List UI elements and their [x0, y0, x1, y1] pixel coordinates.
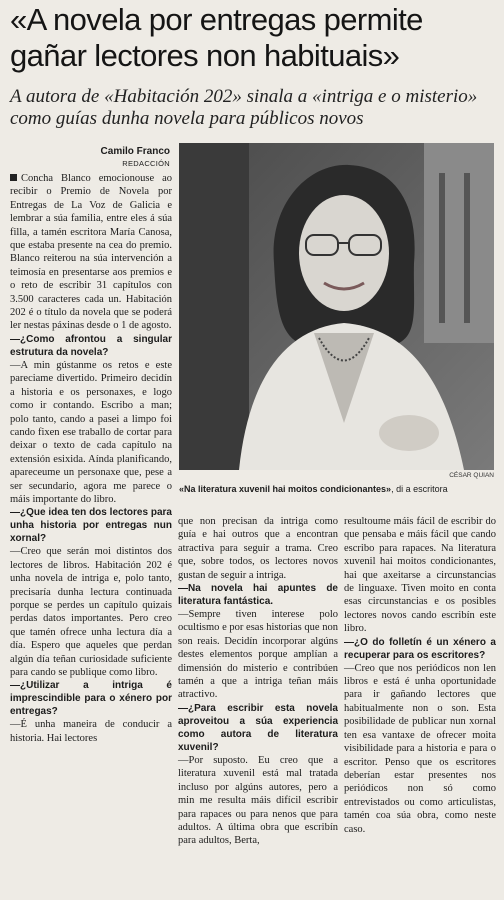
question: —¿Para escribir esta novela aproveitou a súa experiencia como autora de literatura xuvenil? [178, 702, 338, 753]
answer: —Por suposto. Eu creo que a literatura xuvenil está mal tratada incluso por algúns autores, pero a min me resulta máis difícil escribir para rapaces ou para nenos que para adultos. A última obra que escribín para adultos, Berta, [178, 754, 338, 847]
byline-desk: REDACCIÓN [122, 159, 170, 168]
author-portrait-illustration [179, 143, 494, 470]
article-column-3 [344, 515, 496, 836]
answer: —É unha maneira de conducir a historia. Hai lectores [10, 719, 172, 744]
answer: —Sempre tiven interese polo ocultismo e por esas historias que non son reais. Decidín incorporar algúns destes elementos porque amplían a dimensión do misterio e contribúen tamén a que a intriga teñan máis atractivo. [178, 609, 338, 701]
photo-caption [179, 483, 494, 495]
subtitle: A autora de «Habitación 202» sinala a «intriga e o misterio» como guías dunha novela para públicos novos [10, 86, 478, 129]
question: —¿Como afrontou a singular estrutura da novela? [10, 333, 172, 358]
lead-paragraph [10, 172, 172, 333]
caption-quote: «Na literatura xuvenil hai moitos condicionantes» [179, 484, 392, 494]
article-column-2 [178, 515, 338, 848]
caption-rest: , di a escritora [391, 484, 448, 494]
byline-author: Camilo Franco [100, 146, 170, 157]
lead-square-icon [10, 174, 17, 181]
question: —¿Utilizar a intriga é imprescindible para o xénero por entregas? [10, 680, 172, 718]
headline: «A novela por entregas permite gañar lectores non habituais» [10, 2, 423, 73]
answer: resultoume máis fácil de escribir do que pensaba e máis fácil que cando escribo para rapaces. Na literatura xuvenil hai moitos condicionantes, hai que axeitarse a circunstancias de linguaxe. Tiven moito en conta esas circunstancias e os posibles lectores novos cando escribín este libro. [344, 516, 496, 635]
answer: que non precisan da intriga como guía e hai outros que a encontran atractiva para seguir a trama. Creo que, sobre todos, os lectores novos gustan de seguir a intriga. [178, 516, 338, 581]
question: —Na novela hai apuntes de literatura fantástica. [178, 583, 338, 608]
question: —¿O do folletín é un xénero a recuperar para os escritores? [344, 636, 496, 661]
answer: —Creo que serán moi distintos dos lectores de libros. Habitación 202 é unha novela de intriga e, polo tanto, precisaría dunha lectura continuada porque se perdes un capítulo quizais perdas datos importantes. Pero creo que tamén ofrece unha lectura día a día. Espero que aqueles que perdan algún día teñan curiosidade suficiente para cando se publique como libro. [10, 546, 172, 678]
photo-credit: CÉSAR QUIAN [449, 472, 494, 479]
author-photo [179, 143, 494, 470]
answer: —A min gústanme os retos e este pareciame divertido. Primeiro decidín a historia e os personaxes, e logo como ir contando. Escribo a man; polo tanto, cando a pasei a limpo foi cando fixen ese traballo de cortar para deixar o texto de cada capítulo na extensión esixida. Aínda planificando, apareceume un personaxe que, pese a ser secundario, agora me parece o máis importante do libro. [10, 359, 172, 505]
article-column-1 [10, 172, 172, 745]
question: —¿Que idea ten dos lectores para unha historia por entregas nun xornal? [10, 507, 172, 545]
answer: —Creo que nos periódicos non len libros e está é unha oportunidade para ir gañando lectores que habitualmente non o son. Esta posibilidade de publicar nun xornal ten esa vantaxe de ofrecer moita visibilidade para a historia e para o escritor. Penso que os escritores deberían estar presentes nos periódicos non só como entrevistados ou como articulistas, tamén coa súa obra, como neste caso. [344, 662, 496, 835]
lead-text: Concha Blanco emocionouse ao recibir o Premio de Novela por Entregas de La Voz de Galicia e lembrar a súa familia, entre eles á súa filla, a tamén escritora María Canosa, que estaba presente na cea do premio. Blanco reiterou na súa intervención a teimosía en presentarse aos premios e o reto de escribir 31 capítulos con 3.500 caracteres cada un. Habitación 202 é o título da novela que se poderá ler nestas páxinas desde o 1 de agosto. [10, 173, 172, 332]
